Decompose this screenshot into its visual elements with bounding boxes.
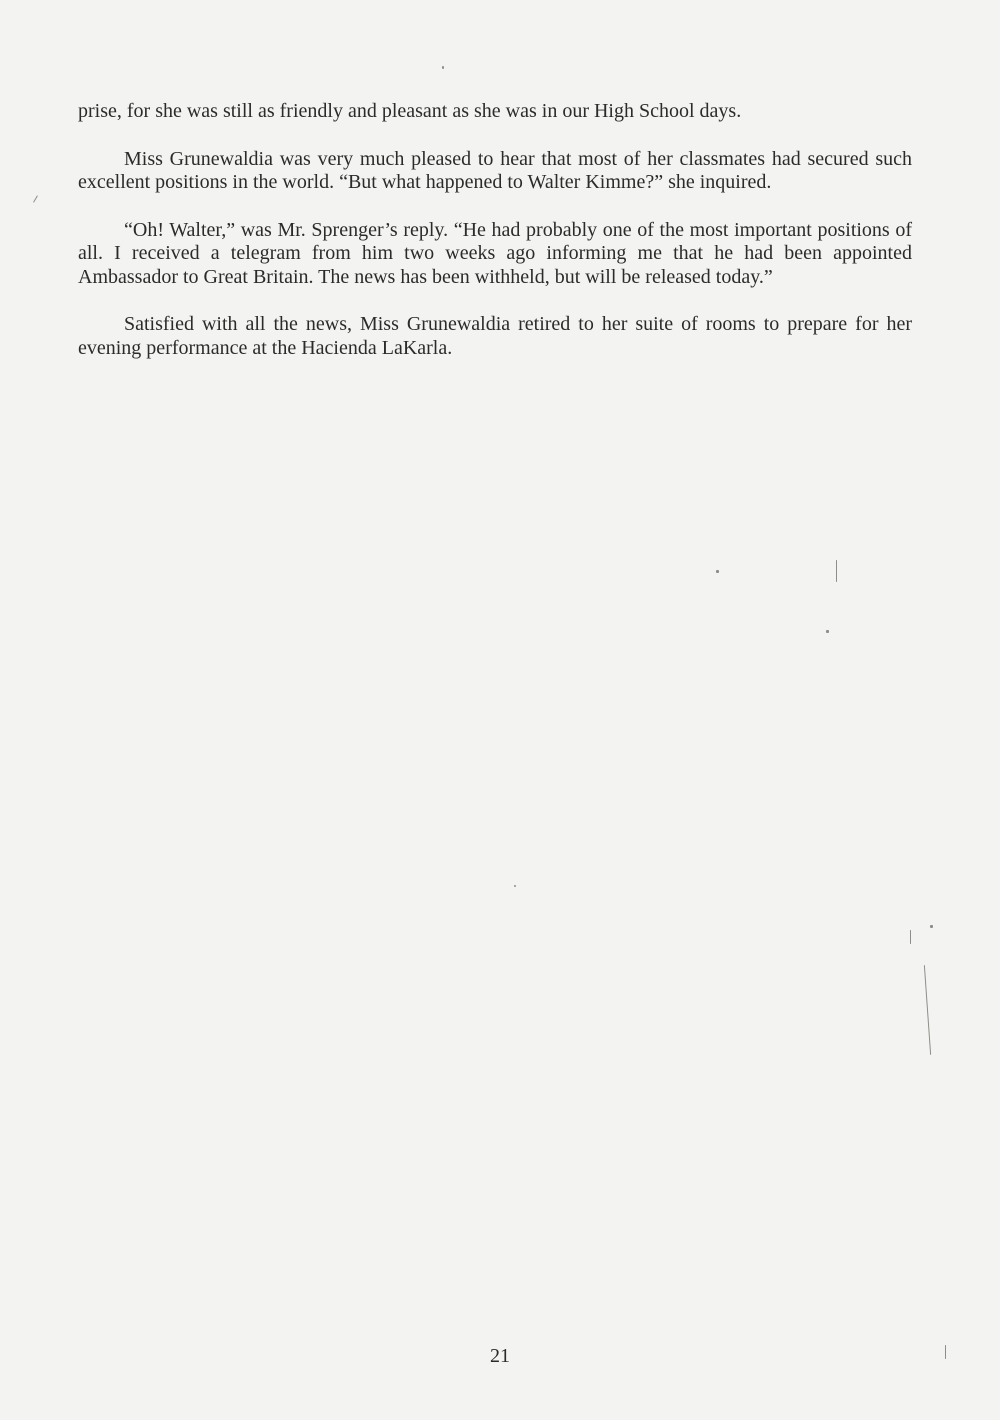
scan-speck: [826, 630, 829, 633]
scan-speck: [442, 66, 444, 69]
scan-speck: [924, 965, 931, 1055]
scan-speck: [836, 560, 837, 582]
scan-speck: [945, 1345, 946, 1359]
scan-speck: [716, 570, 719, 573]
paragraph-closing: Satisfied with all the news, Miss Grunewaldia retired to her suite of rooms to prepare for her evening performance at the Hacienda LaKarla.: [78, 313, 912, 359]
scan-speck: [910, 930, 911, 944]
page-number: 21: [490, 1345, 510, 1367]
paragraph-classmates: Miss Grunewaldia was very much pleased to hear that most of her classmates had secured such excellent positions in the world. “But what happened to Walter Kimme?” she inquired.: [78, 147, 912, 193]
scan-speck: [514, 885, 516, 887]
body-text: [78, 100, 912, 384]
scan-speck: [33, 195, 38, 202]
paragraph-continuation: prise, for she was still as friendly and pleasant as she was in our High School days.: [78, 100, 742, 122]
paragraph-walter-reply: “Oh! Walter,” was Mr. Sprenger’s reply. “He had probably one of the most important positions of all. I received a telegram from him two weeks ago informing me that he had been appointed Ambassador to Great Britain. The news has been withheld, but will be released today.”: [78, 218, 912, 288]
scan-speck: [930, 925, 933, 928]
